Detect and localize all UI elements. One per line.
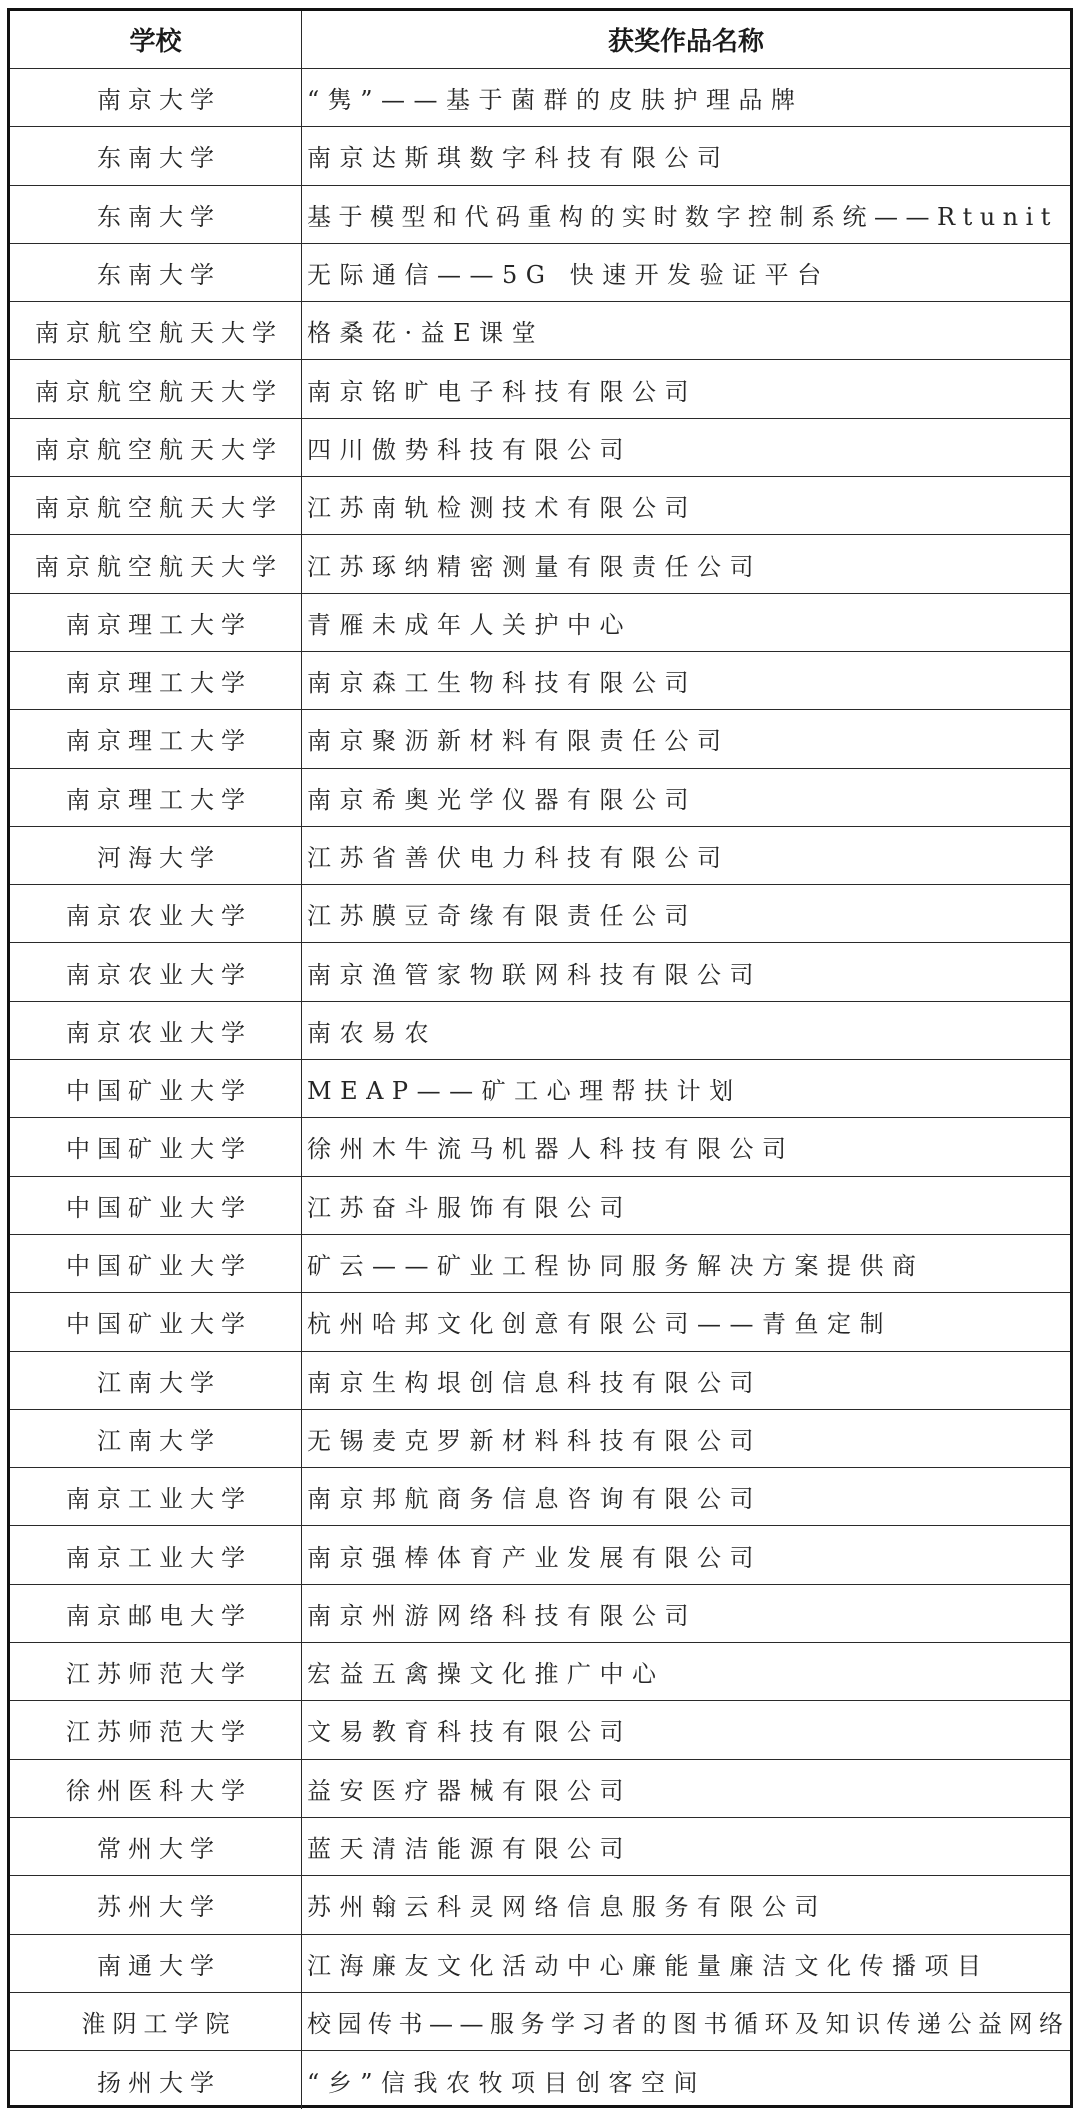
award-name-cell: 无际通信——5G 快速开发验证平台 xyxy=(307,261,830,290)
school-cell: 苏州大学 xyxy=(10,1876,302,1933)
table-row xyxy=(10,1993,1070,2051)
table-header-row xyxy=(10,11,1070,69)
table-row xyxy=(10,360,1070,418)
table-row xyxy=(10,1468,1070,1526)
school-cell: 江南大学 xyxy=(10,1352,302,1409)
table-row xyxy=(10,477,1070,535)
table-row xyxy=(10,1876,1070,1934)
table-row xyxy=(10,1701,1070,1759)
award-name-cell: 宏益五禽操文化推广中心 xyxy=(307,1660,665,1689)
school-cell: 南京航空航天大学 xyxy=(10,419,302,476)
table-row xyxy=(10,769,1070,827)
table-row xyxy=(10,652,1070,710)
school-cell: 南京工业大学 xyxy=(10,1526,302,1583)
award-name-cell: 徐州木牛流马机器人科技有限公司 xyxy=(307,1135,795,1164)
school-cell: 南京航空航天大学 xyxy=(10,477,302,534)
award-name-cell: 基于模型和代码重构的实时数字控制系统——Rtunit xyxy=(307,202,1058,231)
school-cell: 河海大学 xyxy=(10,827,302,884)
table-row xyxy=(10,1060,1070,1118)
table-row xyxy=(10,69,1070,127)
school-cell: 南京理工大学 xyxy=(10,652,302,709)
award-name-cell: 文易教育科技有限公司 xyxy=(307,1718,632,1747)
school-cell: 南京农业大学 xyxy=(10,1002,302,1059)
school-cell: 中国矿业大学 xyxy=(10,1235,302,1292)
table-row xyxy=(10,827,1070,885)
school-cell: 南京航空航天大学 xyxy=(10,360,302,417)
school-cell: 南京邮电大学 xyxy=(10,1585,302,1642)
school-cell: 中国矿业大学 xyxy=(10,1060,302,1117)
award-name-cell: 四川傲势科技有限公司 xyxy=(307,435,632,464)
awards-table xyxy=(7,8,1073,2108)
award-name-cell: 江苏省善伏电力科技有限公司 xyxy=(307,844,730,872)
table-row xyxy=(10,1818,1070,1876)
award-name-cell: 江海廉友文化活动中心廉能量廉洁文化传播项目 xyxy=(307,1951,990,1980)
table-row xyxy=(10,2051,1070,2109)
award-name-cell: 校园传书——服务学习者的图书循环及知识传递公益网络 xyxy=(307,2009,1070,2038)
school-cell: 东南大学 xyxy=(10,127,302,184)
award-name-cell: 南京聚沥新材料有限责任公司 xyxy=(307,727,730,756)
table-row xyxy=(10,710,1070,768)
table-row xyxy=(10,1643,1070,1701)
school-cell: 南京航空航天大学 xyxy=(10,302,302,359)
award-name-cell: 南京州游网络科技有限公司 xyxy=(307,1601,697,1630)
school-cell: 中国矿业大学 xyxy=(10,1118,302,1175)
award-name-cell: 杭州哈邦文化创意有限公司——青鱼定制 xyxy=(307,1310,892,1339)
header-school: 学校 xyxy=(10,11,302,68)
award-name-cell: 蓝天清洁能源有限公司 xyxy=(307,1835,632,1864)
school-cell: 南京农业大学 xyxy=(10,943,302,1000)
school-cell: 中国矿业大学 xyxy=(10,1177,302,1234)
table-row xyxy=(10,127,1070,185)
award-name-cell: 江苏奋斗服饰有限公司 xyxy=(307,1193,632,1222)
school-cell: 江南大学 xyxy=(10,1410,302,1467)
table-row xyxy=(10,244,1070,302)
school-cell: 东南大学 xyxy=(10,244,302,301)
school-cell: 南京理工大学 xyxy=(10,594,302,651)
award-name-cell: “乡”信我农牧项目创客空间 xyxy=(307,2068,707,2097)
award-name-cell: “隽”——基于菌群的皮肤护理品牌 xyxy=(307,86,804,115)
table-row xyxy=(10,594,1070,652)
school-cell: 扬州大学 xyxy=(10,2051,302,2109)
school-cell: 南京大学 xyxy=(10,69,302,126)
school-cell: 南通大学 xyxy=(10,1935,302,1992)
award-name-cell: 南京森工生物科技有限公司 xyxy=(307,669,697,698)
table-row xyxy=(10,302,1070,360)
school-cell: 江苏师范大学 xyxy=(10,1643,302,1700)
table-row xyxy=(10,419,1070,477)
table-row xyxy=(10,535,1070,593)
award-name-cell: 格桑花·益E课堂 xyxy=(307,319,545,348)
award-name-cell: 南京铭旷电子科技有限公司 xyxy=(307,377,697,406)
award-name-cell: 矿云——矿业工程协同服务解决方案提供商 xyxy=(307,1252,925,1281)
award-name-cell: 南京邦航商务信息咨询有限公司 xyxy=(307,1485,762,1514)
school-cell: 常州大学 xyxy=(10,1818,302,1875)
table-row xyxy=(10,1235,1070,1293)
award-name-cell: 南京希奥光学仪器有限公司 xyxy=(307,785,697,814)
school-cell: 江苏师范大学 xyxy=(10,1701,302,1758)
table-row xyxy=(10,186,1070,244)
school-cell: 南京航空航天大学 xyxy=(10,535,302,592)
table-row xyxy=(10,1410,1070,1468)
table-row xyxy=(10,885,1070,943)
table-row xyxy=(10,943,1070,1001)
award-name-cell: 苏州翰云科灵网络信息服务有限公司 xyxy=(307,1893,827,1922)
school-cell: 中国矿业大学 xyxy=(10,1293,302,1350)
award-name-cell: 南京渔管家物联网科技有限公司 xyxy=(307,960,762,989)
table-row xyxy=(10,1935,1070,1993)
table-row xyxy=(10,1760,1070,1818)
table-row xyxy=(10,1585,1070,1643)
school-cell: 南京工业大学 xyxy=(10,1468,302,1525)
school-cell: 南京理工大学 xyxy=(10,710,302,767)
award-name-cell: 南农易农 xyxy=(307,1018,437,1047)
table-row xyxy=(10,1002,1070,1060)
school-cell: 东南大学 xyxy=(10,186,302,243)
award-name-cell: 南京达斯琪数字科技有限公司 xyxy=(307,144,730,173)
award-name-cell: 江苏膜豆奇缘有限责任公司 xyxy=(307,902,697,931)
award-name-cell: 南京生构垠创信息科技有限公司 xyxy=(307,1368,762,1397)
table-row xyxy=(10,1177,1070,1235)
school-cell: 南京理工大学 xyxy=(10,769,302,826)
school-cell: 淮阴工学院 xyxy=(10,1993,302,2050)
award-name-cell: 江苏南轨检测技术有限公司 xyxy=(307,494,697,523)
award-name-cell: 江苏琢纳精密测量有限责任公司 xyxy=(307,552,762,581)
award-name-cell: 青雁未成年人关护中心 xyxy=(307,610,632,639)
table-row xyxy=(10,1293,1070,1351)
table-row xyxy=(10,1526,1070,1584)
table-row xyxy=(10,1118,1070,1176)
school-cell: 南京农业大学 xyxy=(10,885,302,942)
school-cell: 徐州医科大学 xyxy=(10,1760,302,1817)
header-award-name: 获奖作品名称 xyxy=(607,27,764,57)
award-name-cell: MEAP——矿工心理帮扶计划 xyxy=(307,1077,742,1106)
award-name-cell: 南京强棒体育产业发展有限公司 xyxy=(307,1543,762,1572)
award-name-cell: 益安医疗器械有限公司 xyxy=(307,1776,632,1805)
award-name-cell: 无锡麦克罗新材料科技有限公司 xyxy=(307,1426,762,1455)
table-row xyxy=(10,1352,1070,1410)
